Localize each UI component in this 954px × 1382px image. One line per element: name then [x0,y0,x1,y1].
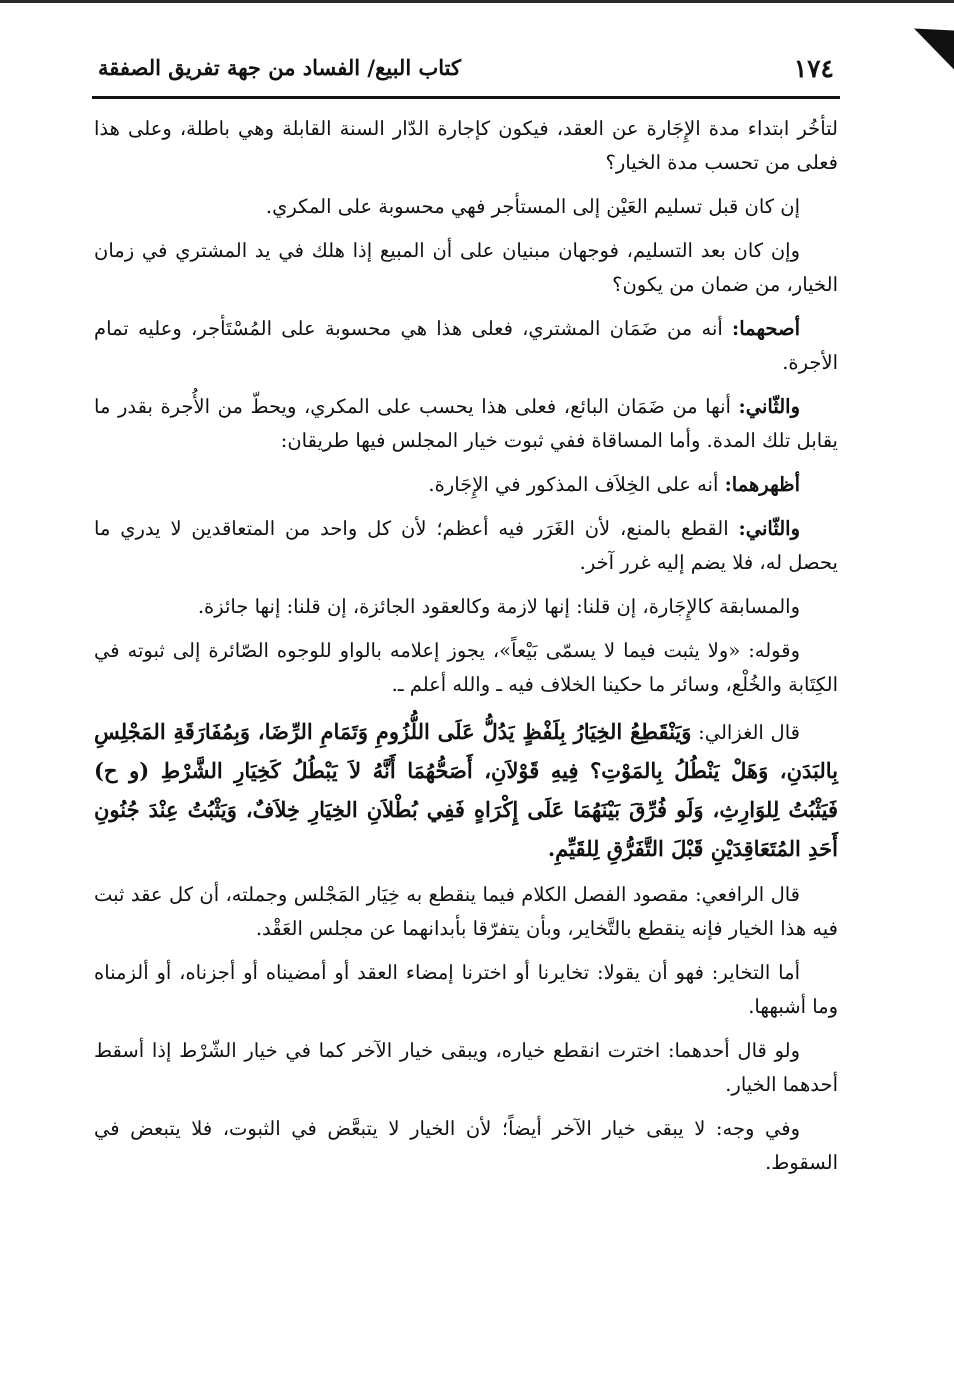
paragraph [94,312,838,380]
paragraph [94,878,838,946]
paragraph [94,590,838,624]
matn-paragraph [94,712,838,868]
paragraph-text: أنه من ضَمَان المشتري، فعلى هذا هي محسوبة على المُسْتَأجر، وعليه تمام الأجرة. [94,317,838,374]
corner-mark [914,18,954,70]
paragraph-text: قال الرافعي: مقصود الفصل الكلام فيما ينقطع به خِيَار المَجْلس وجملته، أن كل عقد ثبت فيه هذا الخيار فإنه ينقطع بالتَّخاير، وبأن يتفرّقا بأبدانهما عن مجلس العَقْد. [94,883,838,940]
paragraph-text: وفي وجه: لا يبقى خيار الآخر أيضاً؛ لأن الخيار لا يتبعَّض في الثبوت، فلا يتبعض في السقوط. [94,1117,838,1174]
paragraph [94,634,838,702]
matn-lead: قال الغزالي: [691,721,800,744]
paragraph-text: وقوله: «ولا يثبت فيما لا يسمّى بَيْعاً»، يجوز إعلامه بالواو للوجوه الصّائرة إلى ثبوته في الكِتَابة والخُلْع، وسائر ما حكينا الخلاف فيه ـ والله أعلم ـ. [94,639,838,696]
paragraph [94,234,838,302]
paragraph [94,190,838,224]
paragraph-text: والمسابقة كالإِجَارة، إن قلنا: إنها لازمة وكالعقود الجائزة، إن قلنا: إنها جائزة. [197,595,800,618]
paragraph [94,112,838,180]
paragraph [94,512,838,580]
paragraph [94,956,838,1024]
paragraph-text: ولو قال أحدهما: اخترت انقطع خياره، ويبقى خيار الآخر كما في خيار الشّرْط إذا أسقط أحدهما الخيار. [94,1039,838,1096]
page-number: ١٧٤ [793,54,834,83]
running-title: كتاب البيع/ الفساد من جهة تفريق الصفقة [98,55,461,80]
paragraph-text: لتأخُر ابتداء مدة الإِجَارة عن العقد، فيكون كإجارة الدّار السنة القابلة وهي باطلة، وعلى هذا فعلى من تحسب مدة الخيار؟ [94,117,838,174]
paragraph [94,1112,838,1180]
paragraph-text: أنه على الخِلاَف المذكور في الإِجَارة. [428,473,725,496]
paragraph-text: وإن كان بعد التسليم، فوجهان مبنيان على أن المبيع إذا هلك في يد المشتري في زمان الخيار، من ضمان من يكون؟ [94,239,838,296]
page-body [94,112,838,1190]
paragraph-text: القطع بالمنع، لأن الغَرَر فيه أعظم؛ لأن كل واحد من المتعاقدين لا يدري ما يحصل له، فلا يضم إليه غرر آخر. [94,517,838,574]
matn-text: وَيَنْقَطِعُ الخِيَارُ بِلَفْظٍ يَدُلُّ عَلَى اللُّزُومِ وَتَمَامِ الرِّضَا، وَبِمُفَارَقَةِ المَجْلِسِ بِالبَدَنِ، وَهَلْ يَنْطُلُ بِالمَوْتِ؟ فِيهِ قَوْلاَنِ، أَصَحُّهُمَا أَنَّهُ لاَ يَبْطُلُ كَخِيَارِ الشَّرْطِ (و ح) فَيَثْبُتُ لِلوَارِثِ، وَلَو فُرِّقَ بَيْنَهُمَا عَلَى إِكْرَاهٍ فَفِي بُطْلاَنِ الخِيَارِ خِلاَفٌ، وَيَثْبُتُ عِنْدَ جُنُونِ أَحَدِ المُتَعَاقِدَيْنِ قَبْلَ التَّفَرُّقِ لِلقَيِّمِ. [94,719,838,861]
paragraph-lead: والثّاني: [738,395,800,418]
paragraph-text: أنها من ضَمَان البائع، فعلى هذا يحسب على المكري، ويحطّ من الأُجرة بقدر ما يقابل تلك المدة. وأما المساقاة ففي ثبوت خيار المجلس فيها طريقان: [94,395,838,452]
paragraph-lead: أصحهما: [732,317,800,340]
paragraph [94,390,838,458]
paragraph-lead: أظهرهما: [724,473,800,496]
paragraph [94,1034,838,1102]
paragraph-text: إن كان قبل تسليم العَيْن إلى المستأجر فهي محسوبة على المكري. [265,195,800,218]
top-edge-rule [0,0,954,3]
page-header [92,46,840,99]
paragraph-lead: والثّاني: [738,517,800,540]
paragraph [94,468,838,502]
paragraph-text: أما التخاير: فهو أن يقولا: تخايرنا أو اخترنا إمضاء العقد أو أمضيناه أو أجزناه، أو ألزمناه وما أشبهها. [94,961,838,1018]
